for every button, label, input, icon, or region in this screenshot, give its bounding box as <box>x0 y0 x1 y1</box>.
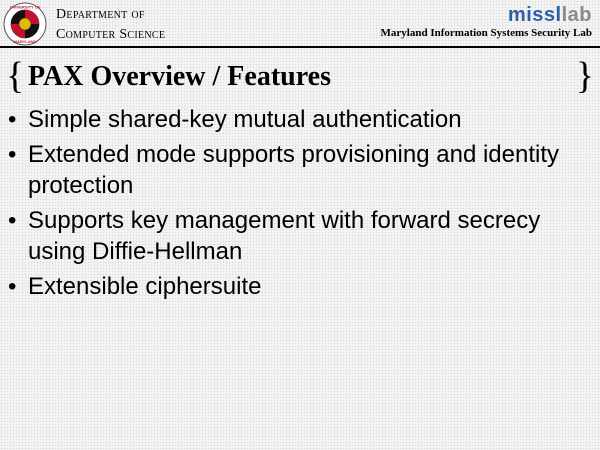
university-seal-icon <box>3 2 47 46</box>
header-divider <box>0 46 600 48</box>
bullet-item <box>8 104 588 135</box>
logo-part-1: missl <box>507 4 562 26</box>
bullet-item <box>8 205 588 267</box>
bullet-dot-icon: • <box>8 273 17 300</box>
bullet-dot-icon: • <box>8 207 17 234</box>
misslab-logo <box>508 4 592 26</box>
seal-text-top: UNIVERSITY OF <box>9 4 41 10</box>
bullet-item <box>8 139 588 201</box>
bullet-list <box>8 104 588 306</box>
bullet-text: Supports key management with forward secrecy using Diffie-Hellman <box>28 207 541 265</box>
bullet-dot-icon: • <box>8 106 17 133</box>
logo-part-2: lab <box>561 4 592 26</box>
slide-title: PAX Overview / Features <box>28 61 331 92</box>
seal-text-bottom: MARYLAND <box>13 39 37 44</box>
lab-name: Maryland Information Systems Security Lab <box>380 27 592 39</box>
bullet-dot-icon: • <box>8 141 17 168</box>
title-brace-left: { <box>6 55 25 97</box>
bullet-text: Simple shared-key mutual authentication <box>28 106 462 133</box>
slide-header <box>0 0 600 46</box>
bullet-text: Extended mode supports provisioning and identity protection <box>28 141 559 199</box>
bullet-item <box>8 271 588 302</box>
department-line-2: Computer Science <box>56 27 166 42</box>
bullet-text: Extensible ciphersuite <box>28 273 262 300</box>
title-brace-right: } <box>575 55 594 97</box>
department-line-1: Department of <box>56 7 145 22</box>
department-name <box>56 5 165 45</box>
